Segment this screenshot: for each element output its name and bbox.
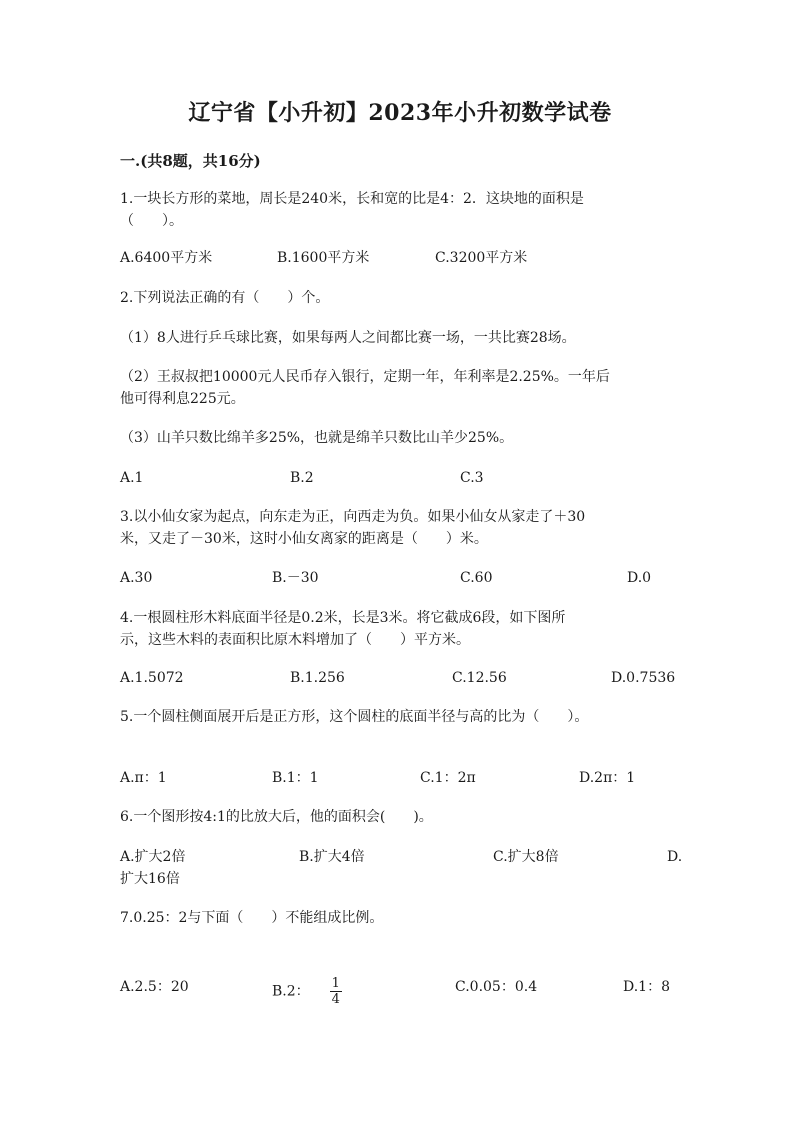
- q6-stem: 6.一个图形按4:1的比放大后，他的面积会( )。: [120, 809, 433, 825]
- q2-stem: 2.下列说法正确的有（ ）个。: [120, 290, 330, 306]
- q6-option-d: D.: [667, 849, 683, 865]
- q7-option-b-label: B.2：: [272, 983, 310, 1000]
- q1-option-a: A.6400平方米: [120, 250, 213, 266]
- q4-option-d: D.0.7536: [611, 670, 676, 686]
- q3-option-a: A.30: [120, 570, 153, 586]
- q1-stem-line-1: 1.一块长方形的菜地，周长是240米，长和宽的比是4：2．这块地的面积是: [120, 191, 584, 207]
- q2-option-b: B.2: [290, 470, 314, 486]
- q3-option-d: D.0: [627, 570, 652, 586]
- q5-stem: 5.一个圆柱侧面展开后是正方形，这个圆柱的底面半径与高的比为（ ）。: [120, 709, 589, 725]
- q6-option-b: B.扩大4倍: [299, 849, 365, 865]
- q1-option-c: C.3200平方米: [435, 250, 528, 266]
- q6-option-d-text: 扩大16倍: [120, 871, 180, 887]
- q7-option-b: [272, 976, 342, 1007]
- q6-option-c: C.扩大8倍: [493, 849, 559, 865]
- q3-stem-line-1: 3.以小仙女家为起点，向东走为正，向西走为负。如果小仙女从家走了＋30: [120, 509, 586, 525]
- q3-option-b: B.－30: [272, 570, 319, 586]
- fraction-one-quarter: [330, 976, 342, 1007]
- q2-statement-2-line-1: （2）王叔叔把10000元人民币存入银行，定期一年，年利率是2.25%。一年后: [120, 369, 610, 385]
- section-header: 一.(共8题，共16分): [120, 152, 261, 170]
- q4-option-a: A.1.5072: [120, 670, 184, 686]
- q4-option-c: C.12.56: [452, 670, 507, 686]
- q3-option-c: C.60: [460, 570, 493, 586]
- q4-option-b: B.1.256: [290, 670, 345, 686]
- q1-option-b: B.1600平方米: [277, 250, 370, 266]
- page-title: 辽宁省【小升初】2023年小升初数学试卷: [188, 100, 612, 126]
- q5-option-d: D.2π：1: [579, 770, 636, 786]
- q7-option-a: A.2.5：20: [120, 979, 189, 995]
- q4-stem-line-1: 4.一根圆柱形木料底面半径是0.2米，长是3米。将它截成6段，如下图所: [120, 610, 566, 626]
- q2-statement-3: （3）山羊只数比绵羊多25%，也就是绵羊只数比山羊少25%。: [120, 430, 514, 446]
- q2-statement-1: （1）8人进行乒乓球比赛，如果每两人之间都比赛一场，一共比赛28场。: [120, 330, 576, 346]
- q7-option-d: D.1：8: [623, 979, 670, 995]
- q4-stem-line-2: 示，这些木料的表面积比原木料增加了（ ）平方米。: [120, 632, 470, 648]
- q7-option-c: C.0.05：0.4: [455, 979, 538, 995]
- q5-option-a: A.π：1: [120, 770, 167, 786]
- q5-option-b: B.1：1: [272, 770, 319, 786]
- q5-option-c: C.1：2π: [420, 770, 476, 786]
- q2-statement-2-line-2: 他可得利息225元。: [120, 391, 245, 407]
- q6-option-a: A.扩大2倍: [120, 849, 186, 865]
- fraction-denominator: 4: [331, 992, 340, 1007]
- q3-stem-line-2: 米，又走了－30米，这时小仙女离家的距离是（ ）米。: [120, 531, 488, 547]
- q2-option-c: C.3: [460, 470, 484, 486]
- q2-option-a: A.1: [120, 470, 144, 486]
- fraction-numerator: 1: [331, 976, 340, 991]
- q1-stem-line-2: （ ）。: [120, 213, 183, 229]
- q7-stem: 7.0.25：2与下面（ ）不能组成比例。: [120, 910, 384, 926]
